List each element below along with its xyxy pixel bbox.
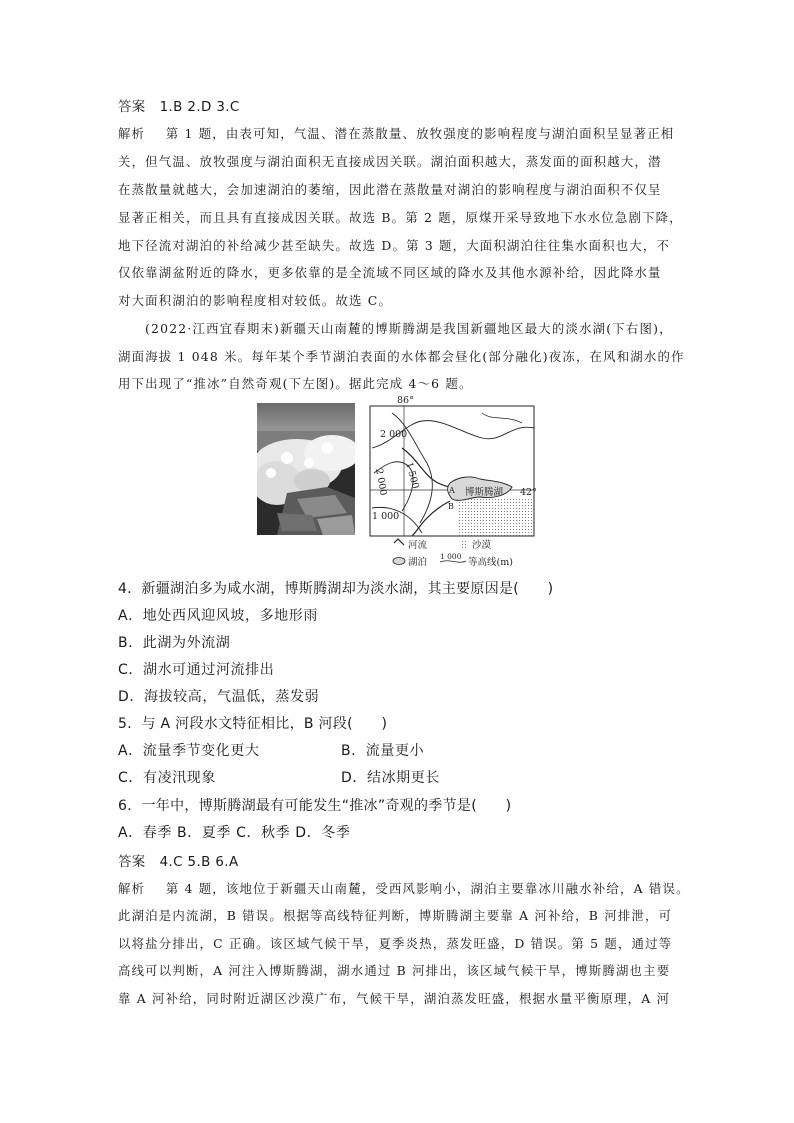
legend-contour-value: 1 000 — [440, 552, 462, 561]
answer-2 — [118, 851, 239, 870]
explanation-1-line-6: 仅依靠湖盆附近的降水，更多依靠的是全流域不同区域的降水及其他水源补给，因此降水量 — [118, 265, 662, 280]
latitude-label: 42° — [520, 487, 537, 498]
question-4-option-b[interactable]: B．此湖为外流湖 — [118, 635, 231, 651]
explanation-2-line-4: 高线可以判断，A 河注入博斯腾湖，湖水通过 B 河排出，该区域气候干旱，博斯腾湖也主要 — [118, 963, 671, 978]
question-5-option-d[interactable]: D．结冰期更长 — [341, 770, 440, 786]
legend-desert: 沙漠 — [472, 540, 492, 551]
longitude-label: 86° — [397, 395, 414, 406]
question-4-option-c[interactable]: C．湖水可通过河流排出 — [118, 662, 275, 678]
explanation-1-line-2: 关，但气温、放牧强度与湖泊面积无直接成因关联。湖泊面积越大，蒸发面的面积越大，潜 — [118, 154, 662, 169]
question-5-option-b[interactable]: B．流量更小 — [341, 743, 425, 759]
explanation-2-line-2: 此湖泊是内流湖，B 错误。根据等高线特征判断，博斯腾湖主要靠 A 河补给，B 河排泄，可 — [118, 908, 673, 923]
question-4-option-a[interactable]: A．地处西风迎风坡，多地形雨 — [118, 608, 318, 624]
answer-values: 4.C 5.B 6.A — [159, 855, 239, 870]
question-4-option-d[interactable]: D．海拔较高，气温低，蒸发弱 — [118, 689, 320, 705]
answer-label: 答案 — [118, 100, 146, 115]
explanation-2-line-5: 靠 A 河补给，同时附近湖区沙漠广布，气候干旱，湖泊蒸发旺盛，根据水量平衡原理，A 河 — [118, 991, 671, 1006]
explanation-1-line-1: 解析 第 1 题，由表可知，气温、潜在蒸散量、放牧强度的影响程度与湖泊面积呈显著正相 — [118, 126, 675, 141]
answer-label: 答案 — [118, 855, 146, 870]
intro-line-3: 用下出现了“推冰”自然奇观(下左图)。据此完成 4～6 题。 — [118, 376, 473, 391]
ice-push-photo — [257, 403, 355, 535]
explanation-1-line-7: 对大面积湖泊的影响程度相对较低。故选 C。 — [118, 293, 393, 308]
lake-name-label: 博斯腾湖 — [465, 487, 504, 498]
contour-label-2000-top: 2 000 — [380, 429, 408, 440]
explanation-label: 解析 — [118, 881, 146, 896]
intro-line-2: 湖面海拔 1 048 米。每年某个季节湖泊表面的水体都会昼化(部分融化)夜冻，在风和湖水的作 — [118, 349, 685, 364]
bosten-lake-map — [362, 393, 547, 571]
explanation-2-line-1: 解析 第 4 题，该地位于新疆天山南麓，受西风影响小，湖泊主要靠冰川融水补给，A 错误。 — [118, 881, 690, 896]
question-5-option-a[interactable]: A．流量季节变化更大 — [118, 743, 260, 759]
river-a-label: A — [449, 486, 455, 495]
intro-line-1: (2022·江西宜春期末)新疆天山南麓的博斯腾湖是我国新疆地区最大的淡水湖(下右图)， — [145, 321, 673, 336]
legend-river: 河流 — [408, 540, 428, 551]
contour-label-1500: 1 500 — [403, 460, 421, 491]
question-4: 4．新疆湖泊多为咸水湖，博斯腾湖却为淡水湖，其主要原因是( ) — [118, 581, 554, 597]
question-5-option-c[interactable]: C．有凌汛现象 — [118, 770, 216, 786]
explanation-1-line-3: 在蒸散量就越大，会加速湖泊的萎缩，因此潜在蒸散量对湖泊的影响程度与湖泊面积不仅呈 — [118, 182, 662, 197]
map-legend — [393, 539, 513, 568]
answer-1 — [118, 96, 240, 115]
contour-label-1000: 1 000 — [372, 511, 400, 522]
explanation-label: 解析 — [118, 126, 146, 141]
answer-values: 1.B 2.D 3.C — [159, 100, 240, 115]
explanation-1-line-4: 显著正相关，而且具有直接成因关联。故选 B。第 2 题，原煤开采导致地下水水位急剧下降， — [118, 210, 683, 225]
river-b-label: B — [448, 502, 454, 511]
contour-label-2000-left: 2 000 — [373, 467, 389, 497]
legend-contour: 等高线(m) — [468, 557, 513, 568]
question-6: 6．一年中，博斯腾湖最有可能发生“推冰”奇观的季节是( ) — [118, 798, 512, 814]
question-6-options[interactable]: A．春季 B．夏季 C．秋季 D．冬季 — [118, 825, 351, 841]
question-5: 5．与 A 河段水文特征相比，B 河段( ) — [118, 716, 388, 732]
explanation-1-line-5: 地下径流对湖泊的补给减少甚至缺失。故选 D。第 3 题，大面积湖泊往往集水面积也大，不 — [118, 238, 671, 253]
explanation-2-line-3: 以将盐分排出，C 正确。该区域气候干旱，夏季炎热，蒸发旺盛，D 错误。第 5 题，通过等 — [118, 936, 673, 951]
legend-lake: 湖泊 — [408, 557, 428, 568]
